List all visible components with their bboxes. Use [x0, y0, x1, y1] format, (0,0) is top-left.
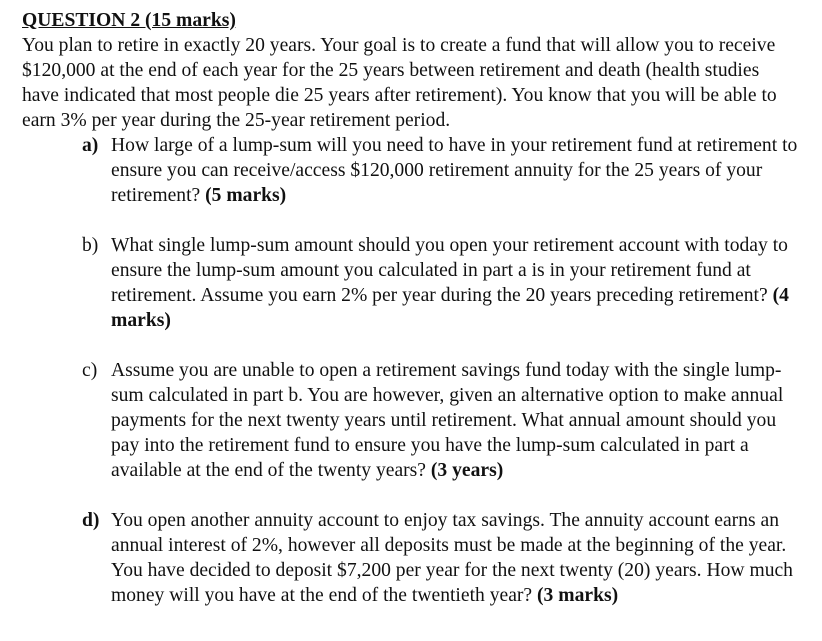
sub-question-marks: (5 marks)	[205, 185, 287, 206]
sub-question-list	[22, 133, 812, 608]
sub-question-letter: a)	[82, 135, 99, 156]
sub-question-d	[22, 508, 801, 608]
sub-question-letter: b)	[82, 235, 99, 256]
document-page	[22, 8, 812, 608]
question-intro: You plan to retire in exactly 20 years. Your goal is to create a fund that will allow you to receive $120,000 at the end of each year for the 25 years between retirement and death (health studies have indicated that most people die 25 years after retirement). You know that you will be able to earn 3% per year during the 25-year retirement period.	[22, 35, 777, 131]
sub-question-a	[22, 133, 801, 208]
sub-question-text: Assume you are unable to open a retirement savings fund today with the single lump-sum calculated in part b. You are however, given an alternative option to make annual payments for the next twenty years until retirement. What annual amount should you pay into the retirement fund to ensure you have the lump-sum calculated in part a available at the end of the twenty years?	[111, 360, 784, 481]
sub-question-text: You open another annuity account to enjoy tax savings. The annuity account earns an annual interest of 2%, however all deposits must be made at the beginning of the year. You have decided to deposit $7,200 per year for the next twenty (20) years. How much money will you have at the end of the twentieth year?	[111, 510, 793, 606]
sub-question-marks: (3 years)	[430, 460, 504, 481]
sub-question-marks: (3 marks)	[537, 585, 619, 606]
question-title: QUESTION 2 (15 marks)	[22, 10, 236, 31]
sub-question-letter: d)	[82, 510, 100, 531]
spacer	[22, 208, 812, 233]
sub-question-letter: c)	[82, 360, 98, 381]
sub-question-b	[22, 233, 801, 333]
sub-question-text: What single lump-sum amount should you open your retirement account with today to ensure the lump-sum amount you calculated in part a is in your retirement fund at retirement. Assume you earn 2% per year during the 20 years preceding retirement?	[111, 235, 788, 306]
sub-question-text: How large of a lump-sum will you need to have in your retirement fund at retirement to ensure you can receive/access $120,000 retirement annuity for the 25 years of your retirement?	[111, 135, 798, 206]
sub-question-marks: (4 marks)	[111, 285, 789, 331]
sub-question-c	[22, 358, 801, 483]
spacer	[22, 483, 812, 508]
spacer	[22, 333, 812, 358]
